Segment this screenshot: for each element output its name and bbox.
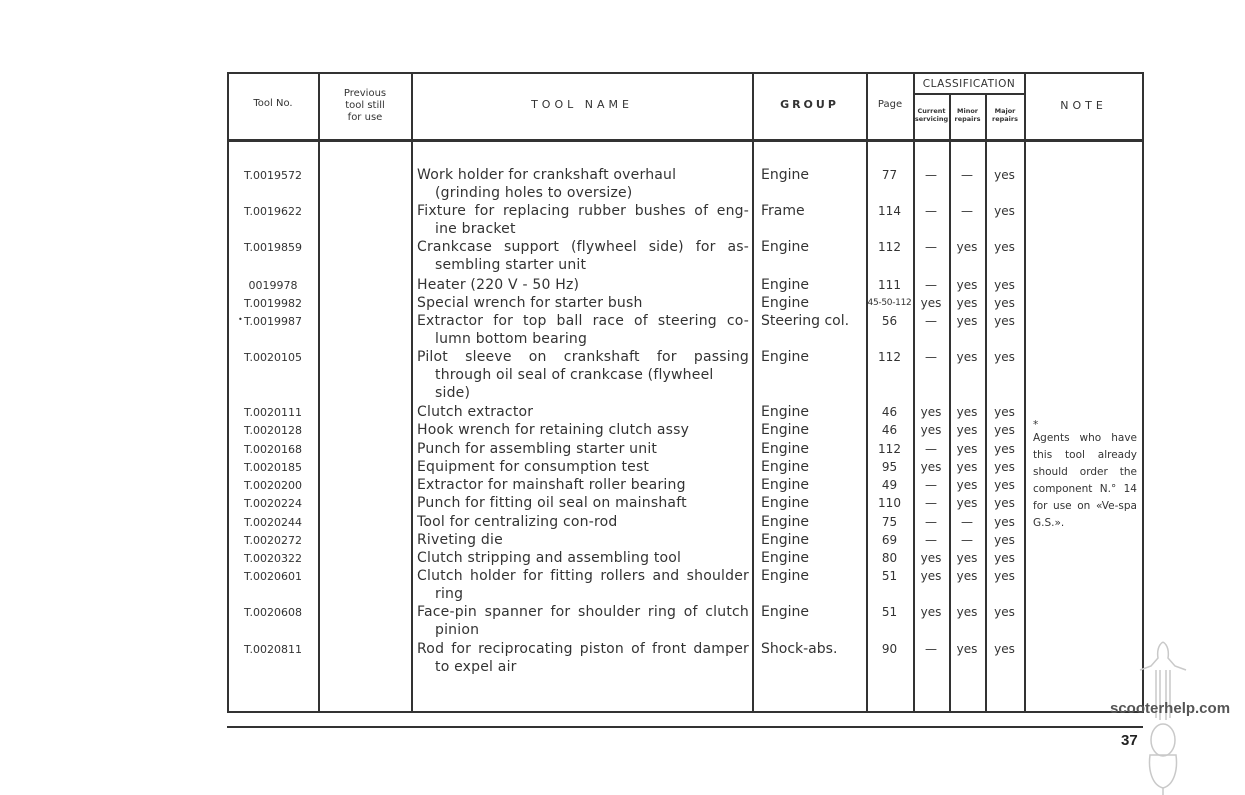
tool-group: Engine — [761, 514, 809, 530]
header-bottom-rule — [227, 139, 1143, 142]
minor-repairs-value: yes — [956, 496, 978, 510]
tool-name-line: (grinding holes to oversize) — [435, 185, 633, 201]
manual-page: 51 — [881, 605, 898, 619]
tool-name — [417, 202, 749, 238]
tool-group: Engine — [761, 459, 809, 475]
tool-name — [417, 440, 749, 458]
header-previous-line: tool still — [345, 100, 385, 111]
minor-repairs-value: yes — [956, 423, 978, 437]
minor-repairs-value: yes — [956, 240, 978, 254]
tool-name-line: Tool for centralizing con-rod — [417, 514, 618, 530]
tool-group: Steering col. — [761, 313, 850, 329]
manual-page: 77 — [881, 168, 898, 182]
tool-group: Engine — [761, 349, 809, 365]
tool-name-line: Face-pin spanner for shoulder ring of clutch — [417, 604, 749, 620]
major-repairs-value: yes — [994, 442, 1015, 456]
tool-name-line: sembling starter unit — [435, 257, 587, 273]
minor-repairs-value: yes — [956, 642, 978, 656]
header-sub-line: servicing — [914, 115, 949, 123]
manual-page: 112 — [878, 350, 901, 364]
tool-group: Engine — [761, 422, 809, 438]
tool-group: Engine — [761, 532, 809, 548]
major-repairs-value: yes — [994, 296, 1015, 310]
page-number: 37 — [1121, 732, 1138, 749]
footer-rule — [227, 726, 1143, 728]
major-repairs-value: yes — [994, 569, 1015, 583]
note-text: Agents who have this tool already should order the component N.° 14 for use on «Ve-spa G.S.». — [1033, 432, 1137, 529]
tool-name-line: ine bracket — [435, 221, 516, 237]
tool-name-line: Riveting die — [417, 532, 503, 548]
minor-repairs-value: — — [961, 204, 973, 218]
header-previous-line: for use — [347, 112, 383, 123]
tool-name — [417, 458, 749, 476]
col-line — [318, 72, 320, 713]
tool-group: Frame — [761, 203, 805, 219]
tool-group: Shock-abs. — [761, 641, 838, 657]
current-servicing-value: — — [925, 478, 937, 492]
tool-number: T.0020244 — [244, 516, 302, 529]
manual-page: 46 — [881, 423, 898, 437]
header-previous-line: Previous — [343, 88, 387, 99]
major-repairs-value: yes — [994, 405, 1015, 419]
note-cell — [1033, 420, 1137, 532]
current-servicing-value: yes — [920, 569, 942, 583]
current-servicing-value: — — [925, 533, 937, 547]
major-repairs-value: yes — [994, 168, 1015, 182]
header-current-servicing — [914, 107, 949, 123]
tool-number: • T.0019987 — [228, 315, 318, 328]
header-page: Page — [877, 99, 903, 110]
tool-number: T.0019572 — [244, 169, 302, 182]
table-bottom-rule — [227, 711, 1143, 713]
tool-name-line: Extractor for top ball race of steering co- — [417, 313, 749, 329]
minor-repairs-value: yes — [956, 405, 978, 419]
tool-name — [417, 603, 749, 639]
tool-name — [417, 238, 749, 274]
manual-page: 112 — [878, 240, 901, 254]
major-repairs-value: yes — [994, 460, 1015, 474]
tool-number: T.0020608 — [244, 606, 302, 619]
header-tool-no: Tool No. — [253, 98, 293, 109]
tool-name-line: Work holder for crankshaft overhaul — [417, 167, 677, 183]
minor-repairs-value: yes — [956, 569, 978, 583]
table-top-rule — [227, 72, 1143, 74]
header-sub-line: repairs — [954, 115, 981, 123]
current-servicing-value: — — [925, 168, 937, 182]
manual-page: 69 — [881, 533, 898, 547]
minor-repairs-value: yes — [956, 278, 978, 292]
major-repairs-value: yes — [994, 496, 1015, 510]
manual-page: 114 — [878, 204, 901, 218]
tool-name-line: Equipment for consumption test — [417, 459, 650, 475]
header-major-repairs — [986, 107, 1024, 123]
major-repairs-value: yes — [994, 240, 1015, 254]
minor-repairs-value: yes — [956, 460, 978, 474]
header-classification: CLASSIFICATION — [922, 78, 1016, 90]
major-repairs-value: yes — [994, 605, 1015, 619]
current-servicing-value: — — [925, 496, 937, 510]
manual-page: 111 — [878, 278, 901, 292]
tool-group: Engine — [761, 277, 809, 293]
major-repairs-value: yes — [994, 551, 1015, 565]
major-repairs-value: yes — [994, 533, 1015, 547]
tool-name — [417, 567, 749, 603]
tool-name-line: Heater (220 V - 50 Hz) — [417, 277, 580, 293]
minor-repairs-value: yes — [956, 478, 978, 492]
tool-number: 0019978 — [248, 279, 298, 292]
col-line — [752, 72, 754, 713]
tool-number: T.0020105 — [244, 351, 302, 364]
current-servicing-value: — — [925, 442, 937, 456]
manual-page: 49 — [881, 478, 898, 492]
tool-name — [417, 312, 749, 348]
header-previous-tool — [319, 88, 411, 124]
tool-group: Engine — [761, 604, 809, 620]
tool-number: T.0020168 — [244, 443, 302, 456]
header-group: GROUP — [780, 98, 839, 111]
tool-group: Engine — [761, 239, 809, 255]
major-repairs-value: yes — [994, 478, 1015, 492]
tool-name — [417, 640, 749, 676]
current-servicing-value: yes — [920, 605, 942, 619]
major-repairs-value: yes — [994, 314, 1015, 328]
tool-name-line: Pilot sleeve on crankshaft for passing — [417, 349, 749, 365]
tool-name-line: Clutch extractor — [417, 404, 534, 420]
tool-name — [417, 294, 749, 312]
manual-page: 95 — [881, 460, 898, 474]
manual-page: 51 — [881, 569, 898, 583]
current-servicing-value: — — [925, 240, 937, 254]
tool-name — [417, 166, 749, 202]
manual-page: 110 — [878, 496, 901, 510]
tool-name — [417, 531, 749, 549]
tool-name-line: Extractor for mainshaft roller bearing — [417, 477, 686, 493]
current-servicing-value: — — [925, 314, 937, 328]
manual-page: 46 — [881, 405, 898, 419]
current-servicing-value: yes — [920, 296, 942, 310]
tool-number: T.0020185 — [244, 461, 302, 474]
manual-page: 80 — [881, 551, 898, 565]
tool-name — [417, 494, 749, 512]
minor-repairs-value: — — [961, 515, 973, 529]
manual-page: 45-50-112 — [867, 298, 912, 308]
minor-repairs-value: yes — [956, 350, 978, 364]
tool-name-line: Punch for assembling starter unit — [417, 441, 658, 457]
major-repairs-value: yes — [994, 423, 1015, 437]
header-tool-name: TOOL NAME — [531, 98, 633, 111]
header-sub-line: Current — [917, 107, 946, 115]
tool-name-line: to expel air — [435, 659, 517, 675]
minor-repairs-value: yes — [956, 551, 978, 565]
tool-name-line: Clutch holder for fitting rollers and shoulder — [417, 568, 749, 584]
minor-repairs-value: yes — [956, 314, 978, 328]
major-repairs-value: yes — [994, 204, 1015, 218]
tool-name — [417, 421, 749, 439]
tool-name-line: pinion — [435, 622, 480, 638]
col-line — [411, 72, 413, 713]
tool-name-line: Punch for fitting oil seal on mainshaft — [417, 495, 687, 511]
tool-number: T.0020272 — [244, 534, 302, 547]
watermark-text: scooterhelp.com — [1110, 700, 1231, 717]
header-sub-line: Major — [994, 107, 1016, 115]
tool-number: T.0019622 — [244, 205, 302, 218]
current-servicing-value: — — [925, 350, 937, 364]
major-repairs-value: yes — [994, 350, 1015, 364]
tool-group: Engine — [761, 404, 809, 420]
major-repairs-value: yes — [994, 515, 1015, 529]
minor-repairs-value: yes — [956, 605, 978, 619]
tool-name-line: Special wrench for starter bush — [417, 295, 643, 311]
manual-page: 112 — [878, 442, 901, 456]
tool-name-line: through oil seal of crankcase (flywheel — [435, 367, 714, 383]
col-line — [1142, 72, 1144, 713]
tool-number: T.0019859 — [244, 241, 302, 254]
tool-group: Engine — [761, 441, 809, 457]
classification-divider — [913, 93, 1024, 95]
tool-group: Engine — [761, 568, 809, 584]
header-minor-repairs — [950, 107, 985, 123]
tool-group: Engine — [761, 295, 809, 311]
tool-group: Engine — [761, 550, 809, 566]
current-servicing-value: — — [925, 642, 937, 656]
tool-name — [417, 403, 749, 421]
header-sub-line: Minor — [957, 107, 978, 115]
tool-name-line: Crankcase support (flywheel side) for as- — [417, 239, 749, 255]
tool-name — [417, 513, 749, 531]
col-line — [1024, 72, 1026, 713]
tool-group: Engine — [761, 477, 809, 493]
header-sub-line: repairs — [992, 115, 1018, 123]
current-servicing-value: — — [925, 278, 937, 292]
tool-group: Engine — [761, 495, 809, 511]
header-note: NOTE — [1060, 99, 1107, 112]
note-marker: * — [1033, 419, 1039, 431]
tool-name — [417, 348, 749, 402]
major-repairs-value: yes — [994, 278, 1015, 292]
scooter-logo-icon — [1138, 640, 1188, 795]
tool-name — [417, 549, 749, 567]
tool-number: T.0020111 — [244, 406, 302, 419]
current-servicing-value: — — [925, 515, 937, 529]
manual-page: 56 — [881, 314, 898, 328]
tool-number: T.0020811 — [244, 643, 302, 656]
tool-number: T.0020224 — [244, 497, 302, 510]
tool-name — [417, 276, 749, 294]
tool-number: T.0020601 — [244, 570, 302, 583]
manual-page: 75 — [881, 515, 898, 529]
major-repairs-value: yes — [994, 642, 1015, 656]
manual-page: 90 — [881, 642, 898, 656]
tool-name-line: ring — [435, 586, 464, 602]
tool-number: T.0020200 — [244, 479, 302, 492]
minor-repairs-value: — — [961, 533, 973, 547]
minor-repairs-value: yes — [956, 442, 978, 456]
current-servicing-value: yes — [920, 405, 942, 419]
tool-name-line: Rod for reciprocating piston of front damper — [417, 641, 749, 657]
tool-number: T.0020128 — [244, 424, 302, 437]
tool-name-line: Fixture for replacing rubber bushes of eng- — [417, 203, 749, 219]
tool-name-line: Hook wrench for retaining clutch assy — [417, 422, 690, 438]
current-servicing-value: yes — [920, 423, 942, 437]
minor-repairs-value: — — [961, 168, 973, 182]
tool-group: Engine — [761, 167, 809, 183]
tool-number: T.0020322 — [244, 552, 302, 565]
current-servicing-value: yes — [920, 551, 942, 565]
tool-number: T.0019982 — [244, 297, 302, 310]
tool-name-line: side) — [435, 385, 471, 401]
tool-name-line: lumn bottom bearing — [435, 331, 588, 347]
current-servicing-value: yes — [920, 460, 942, 474]
tool-name-line: Clutch stripping and assembling tool — [417, 550, 682, 566]
current-servicing-value: — — [925, 204, 937, 218]
minor-repairs-value: yes — [956, 296, 978, 310]
tool-name — [417, 476, 749, 494]
